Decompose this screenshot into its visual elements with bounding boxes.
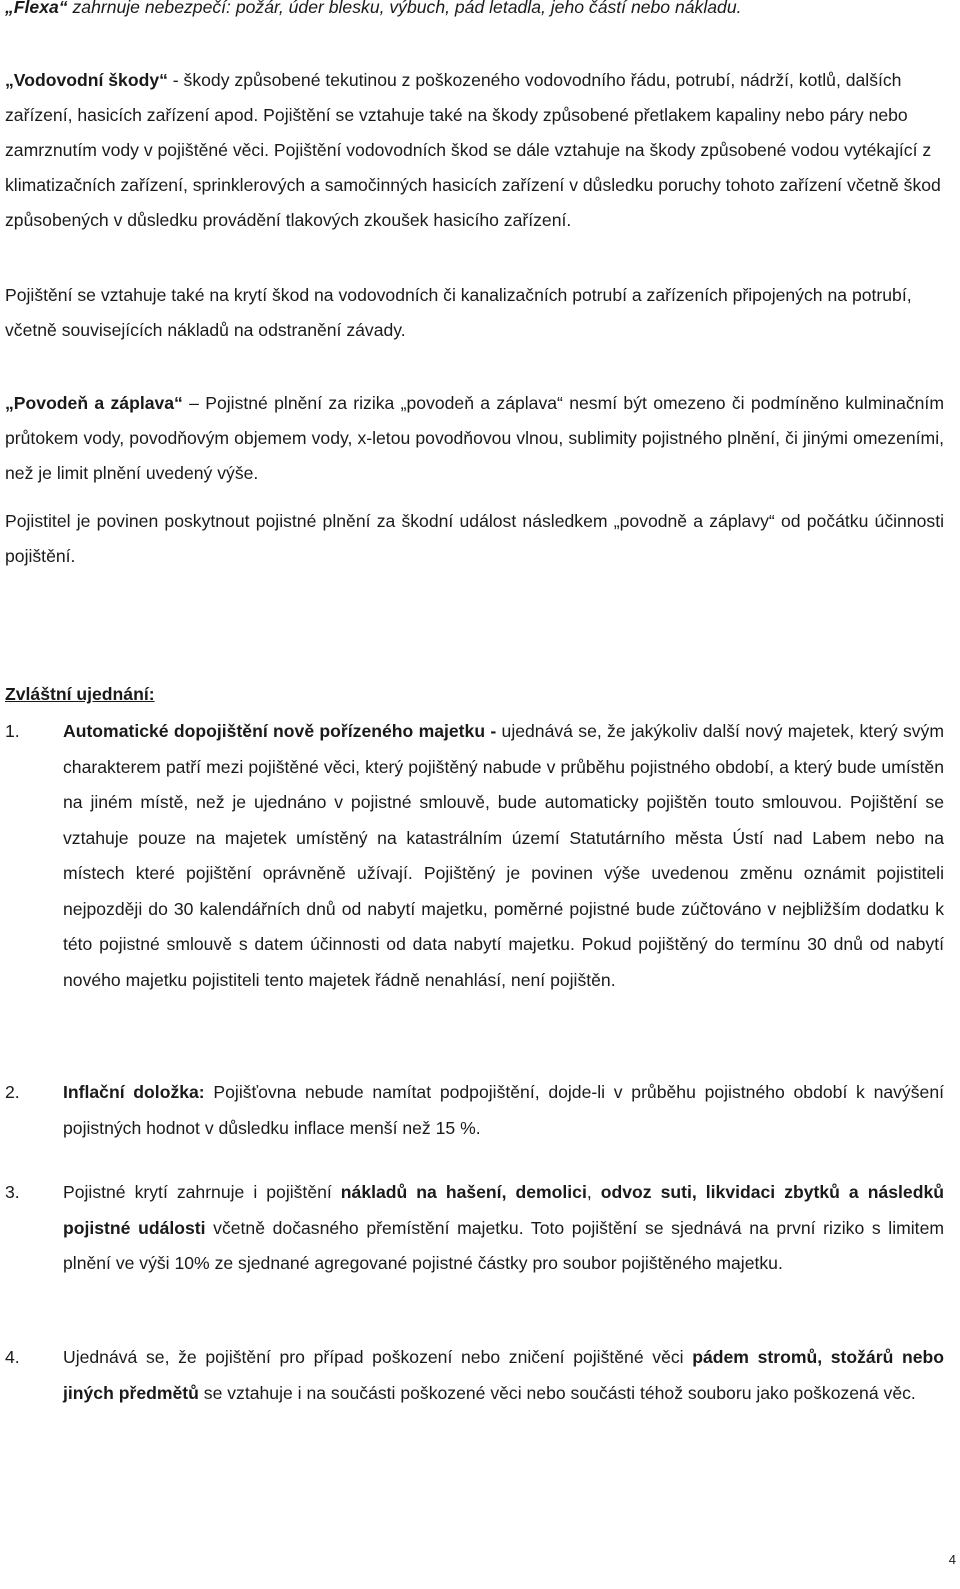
list-item-bold: Automatické dopojištění nově pořízeného majetku - — [63, 721, 497, 741]
list-item-bold: pádem stromů, stožárů nebo jiných předmětů — [63, 1347, 944, 1403]
list-item-number: 3. — [5, 1182, 20, 1202]
list-item-text — [63, 714, 944, 998]
flexa-term: „Flexa“ — [5, 0, 68, 17]
vodovodni-text-2: Pojištění se vztahuje také na krytí škod na vodovodních či kanalizačních potrubí a zařízeních připojených na potrubí, včetně souvisejících nákladů na odstranění závady. — [5, 285, 912, 340]
list-item-text — [63, 1340, 944, 1411]
povoden-text-2: Pojistitel je povinen poskytnout pojistné plnění za škodní událost následkem „povodně a záplavy“ od počátku účinnosti pojištění. — [5, 511, 944, 566]
list-item-body: Pojistné krytí zahrnuje i pojištění — [63, 1182, 341, 1202]
flexa-text: zahrnuje nebezpečí: požár, úder blesku, výbuch, pád letadla, jeho částí nebo nákladu. — [67, 0, 742, 17]
list-item-number: 1. — [5, 721, 20, 741]
list-item-body: ujednává se, že jakýkoliv další nový majetek, který svým charakterem patří mezi pojištěné věci, který pojištěný nabude v průběhu pojistného období, a který bude umístěn na jiném místě, než je ujednáno v pojistné smlouvě, bude automaticky pojištěn touto smlouvou. Pojištění se vztahuje pouze na majetek umístěný na katastrálním území Statutárního města Ústí nad Labem nebo na místech které pojištění oprávněně užívají. Pojištěný je povinen výše uvedenou změnu oznámit pojistiteli nejpozději do 30 kalendářních dnů od nabytí majetku, poměrné pojistné bude zúčtováno v nejbližším dodatku k této pojistné smlouvě s datem účinnosti od data nabytí majetku. Pokud pojištěný do termínu 30 dnů od nabytí nového majetku pojistiteli tento majetek řádně nenahlásí, není pojištěn. — [63, 721, 944, 990]
list-item-body: Ujednává se, že pojištění pro případ poškození nebo zničení pojištěné věci — [63, 1347, 693, 1367]
vodovodni-term: „Vodovodní škody“ — [5, 70, 168, 90]
section-heading: Zvláštní ujednání: — [5, 684, 155, 704]
page-number: 4 — [948, 1552, 956, 1567]
povoden-paragraph — [5, 386, 944, 491]
list-item-number: 4. — [5, 1347, 20, 1367]
list-item-bold: nákladů na hašení, demolici — [340, 1182, 587, 1202]
povoden-term: „Povodeň a záplava“ — [5, 393, 183, 413]
list-item-body: Pojišťovna nebude namítat podpojištění, dojde-li v průběhu pojistného období k navýšení pojistných hodnot v důsledku inflace menší než 15 %. — [63, 1082, 944, 1138]
vodovodni-text: - škody způsobené tekutinou z poškozeného vodovodního řádu, potrubí, nádrží, kotlů, dalších zařízení, hasicích zařízení apod. Pojištění se vztahuje také na škody způsobené přetlakem kapaliny nebo páry nebo zamrznutím vody v pojištěné věci. Pojištění vodovodních škod se dále vztahuje na škody způsobené vodou vytékající z klimatizačních zařízení, sprinklerových a samočinných hasicích zařízení v důsledku poruchy tohoto zařízení včetně škod způsobených v důsledku provádění tlakových zkoušek hasicího zařízení. — [5, 70, 941, 230]
list-item-body: , — [586, 1182, 601, 1202]
list-item-body: se vztahuje i na součásti poškozené věci nebo součásti téhož souboru jako poškozená věc. — [198, 1382, 916, 1403]
vodovodni-paragraph — [5, 63, 944, 238]
flexa-paragraph — [5, 0, 944, 25]
list-item-text — [63, 1075, 944, 1146]
list-item-number: 2. — [5, 1082, 20, 1102]
list-item-body: včetně dočasného přemístění majetku. Toto pojištění se sjednává na první riziko s limitem plnění ve výši 10% ze sjednané agregované pojistné částky pro soubor pojištěného majetku. — [63, 1217, 945, 1273]
list-item-bold: Inflační doložka: — [63, 1082, 205, 1102]
list-item-text — [63, 1175, 944, 1282]
vodovodni-paragraph-2 — [5, 278, 944, 348]
list-item-bold: odvoz suti, likvidaci zbytků a následků pojistné události — [63, 1182, 944, 1238]
povoden-text: – Pojistné plnění za rizika „povodeň a záplava“ nesmí být omezeno či podmíněno kulminačním průtokem vody, povodňovým objemem vody, x-letou povodňovou vlnou, sublimity pojistného plnění, či jinými omezeními, než je limit plnění uvedený výše. — [5, 393, 944, 483]
povoden-paragraph-2 — [5, 504, 944, 574]
